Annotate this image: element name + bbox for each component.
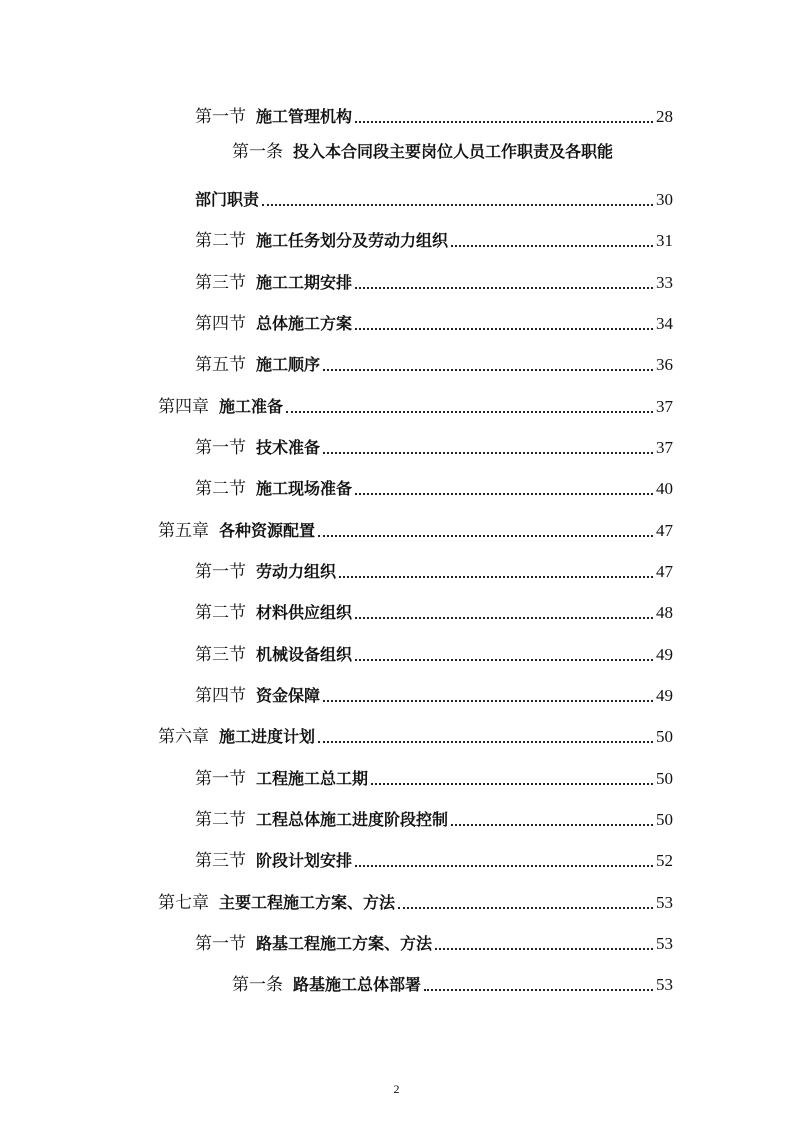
toc-entry-title: 投入本合同段主要岗位人员工作职责及各职能 — [293, 142, 614, 161]
toc-entry-label — [195, 354, 320, 376]
toc-entry-number: 第二节 — [195, 603, 246, 623]
toc-entry-number: 第二节 — [195, 231, 246, 251]
toc-entry[interactable] — [195, 594, 673, 624]
toc-entry-page: 47 — [656, 562, 673, 581]
toc-entry-label — [195, 644, 352, 666]
toc-entry-label — [195, 313, 352, 335]
toc-entry-title: 路基工程施工方案、方法 — [256, 934, 433, 953]
toc-entry-number: 第五节 — [195, 355, 246, 375]
dot-leader — [398, 907, 653, 909]
toc-entry[interactable] — [195, 925, 673, 955]
toc-entry-page: 33 — [656, 273, 673, 292]
toc-entry-label — [195, 230, 448, 252]
toc-entry-page: 53 — [656, 975, 673, 994]
toc-chapter-entry[interactable] — [158, 388, 673, 418]
toc-entry-title: 资金保障 — [256, 686, 321, 705]
toc-entry-title: 施工任务划分及劳动力组织 — [256, 231, 449, 250]
toc-entry[interactable] — [195, 553, 673, 583]
toc-entry-number: 第一条 — [232, 975, 283, 995]
toc-entry[interactable] — [195, 842, 673, 872]
toc-entry-label — [195, 933, 432, 955]
toc-entry-title: 施工管理机构 — [256, 107, 353, 126]
toc-entry-page: 34 — [656, 314, 673, 333]
toc-entry-title: 劳动力组织 — [256, 562, 337, 581]
toc-entry-number: 第二节 — [195, 810, 246, 830]
toc-entry-page: 48 — [656, 603, 673, 622]
toc-entry-number: 第七章 — [158, 893, 209, 913]
dot-leader — [318, 741, 653, 743]
toc-entry-page: 53 — [656, 934, 673, 953]
toc-entry-page: 37 — [656, 397, 673, 416]
toc-entry-number: 第一节 — [195, 769, 246, 789]
toc-entry-number: 第一节 — [195, 438, 246, 458]
dot-leader — [355, 659, 653, 661]
toc-entry-label — [195, 768, 368, 790]
toc-entry-title: 施工现场准备 — [256, 479, 353, 498]
toc-entry-label — [195, 602, 352, 624]
toc-entry[interactable] — [195, 222, 673, 252]
toc-entry-page: 28 — [656, 107, 673, 126]
toc-entry-number: 第三节 — [195, 851, 246, 871]
toc-entry-page: 50 — [656, 727, 673, 746]
dot-leader — [355, 493, 653, 495]
toc-entry-title: 各种资源配置 — [219, 521, 316, 540]
dot-leader — [323, 369, 653, 371]
toc-entry-label — [158, 726, 315, 748]
toc-entry-continuation[interactable] — [195, 181, 673, 211]
toc-entry-page: 53 — [656, 893, 673, 912]
toc-entry-title: 阶段计划安排 — [256, 851, 353, 870]
toc-entry-title: 施工工期安排 — [256, 273, 353, 292]
dot-leader — [323, 452, 653, 454]
dot-leader — [451, 824, 653, 826]
dot-leader — [318, 535, 653, 537]
toc-entry-title: 主要工程施工方案、方法 — [219, 893, 396, 912]
toc-entry-page: 37 — [656, 438, 673, 457]
toc-entry-label — [195, 685, 320, 707]
dot-leader — [323, 700, 653, 702]
toc-entry[interactable] — [195, 636, 673, 666]
toc-entry-number: 第四章 — [158, 397, 209, 417]
toc-entry-label — [232, 974, 421, 996]
toc-entry-number: 第一节 — [195, 934, 246, 954]
toc-entry[interactable] — [195, 470, 673, 500]
toc-entry-page: 36 — [656, 355, 673, 374]
toc-entry-number: 第一节 — [195, 562, 246, 582]
toc-entry-label — [195, 189, 259, 211]
toc-entry-title: 施工顺序 — [256, 355, 321, 374]
toc-entry[interactable] — [232, 966, 673, 996]
toc-entry[interactable] — [195, 305, 673, 335]
toc-entry-number: 第一节 — [195, 107, 246, 127]
toc-entry-title: 机械设备组织 — [256, 645, 353, 664]
toc-entry-number: 第四节 — [195, 686, 246, 706]
toc-chapter-entry[interactable] — [158, 718, 673, 748]
dot-leader — [339, 576, 653, 578]
dot-leader — [286, 411, 653, 413]
toc-entry-title: 工程总体施工进度阶段控制 — [256, 810, 449, 829]
toc-entry-label — [158, 520, 315, 542]
toc-entry-page: 31 — [656, 231, 673, 250]
dot-leader — [355, 617, 653, 619]
toc-entry-page: 30 — [656, 190, 673, 209]
toc-entry[interactable] — [195, 98, 673, 128]
dot-leader — [355, 865, 653, 867]
toc-chapter-entry[interactable] — [158, 884, 673, 914]
dot-leader — [355, 287, 653, 289]
dot-leader — [262, 204, 653, 206]
toc-entry-page: 49 — [656, 645, 673, 664]
toc-entry-label — [158, 892, 395, 914]
toc-entry[interactable] — [195, 760, 673, 790]
toc-entry-label — [195, 850, 352, 872]
dot-leader — [371, 783, 653, 785]
dot-leader — [424, 989, 653, 991]
toc-entry-number: 第六章 — [158, 727, 209, 747]
toc-entry[interactable] — [195, 801, 673, 831]
toc-entry-label — [195, 478, 352, 500]
toc-entry-title: 总体施工方案 — [256, 314, 353, 333]
toc-entry-number: 第四节 — [195, 314, 246, 334]
toc-entry-number: 第三节 — [195, 645, 246, 665]
toc-entry-number: 第一条 — [232, 142, 283, 162]
toc-entry[interactable] — [195, 429, 673, 459]
page-number: 2 — [393, 1082, 400, 1096]
toc-entry-title: 路基施工总体部署 — [293, 975, 422, 994]
dot-leader — [355, 328, 653, 330]
toc-entry-title: 工程施工总工期 — [256, 769, 369, 788]
toc-entry-page: 47 — [656, 521, 673, 540]
toc-entry-label — [195, 437, 320, 459]
toc-entry-label — [195, 272, 352, 294]
toc-entry-title: 技术准备 — [256, 438, 321, 457]
toc-entry[interactable] — [195, 264, 673, 294]
toc-entry-page: 40 — [656, 479, 673, 498]
toc-entry[interactable] — [195, 346, 673, 376]
toc-entry-label — [158, 396, 283, 418]
toc-entry[interactable] — [195, 677, 673, 707]
toc-chapter-entry[interactable] — [158, 512, 673, 542]
toc-entry-label — [195, 106, 352, 128]
toc-entry-number: 第五章 — [158, 521, 209, 541]
toc-entry-label — [195, 809, 448, 831]
toc-entry-number: 第三节 — [195, 273, 246, 293]
toc-entry-number: 第二节 — [195, 479, 246, 499]
toc-entry-wrapped-first-line[interactable] — [232, 141, 613, 171]
toc-entry-label — [195, 561, 336, 583]
toc-entry-title: 材料供应组织 — [256, 603, 353, 622]
toc-entry-page: 52 — [656, 851, 673, 870]
toc-entry-title: 施工进度计划 — [219, 727, 316, 746]
toc-entry-page: 50 — [656, 769, 673, 788]
toc-entry-title-continuation: 部门职责 — [195, 190, 260, 209]
toc-entry-page: 50 — [656, 810, 673, 829]
dot-leader — [435, 948, 653, 950]
toc-entry-page: 49 — [656, 686, 673, 705]
dot-leader — [355, 121, 653, 123]
toc-entry-title: 施工准备 — [219, 397, 284, 416]
dot-leader — [451, 245, 653, 247]
